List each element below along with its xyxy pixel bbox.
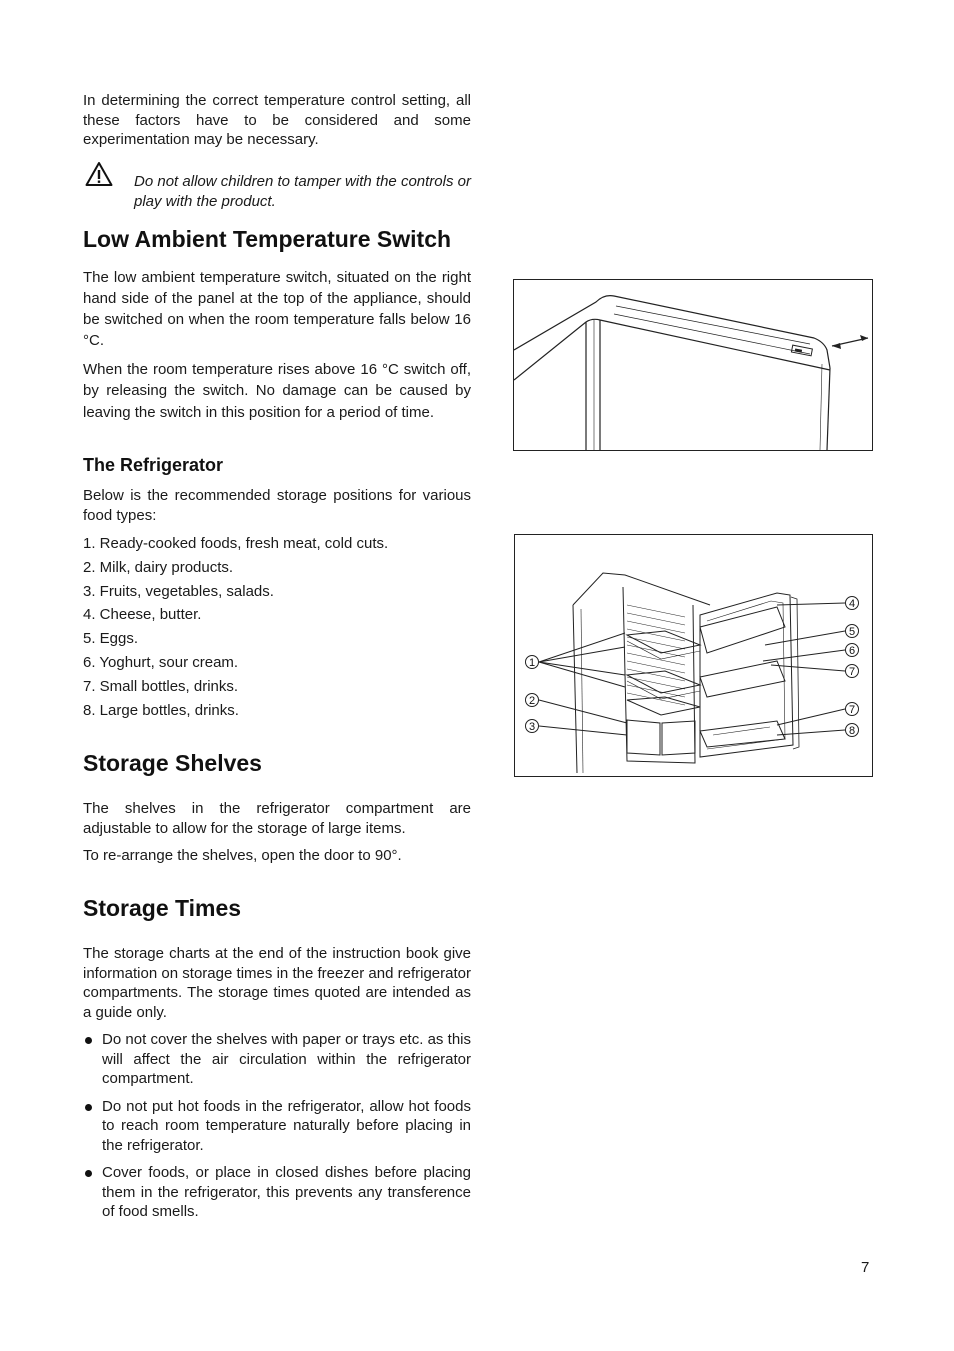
- switch-location-figure: [513, 279, 873, 451]
- list-item: Do not put hot foods in the refrigerator, allow hot foods to reach room temperature naturally before placing in the refrigerator.: [83, 1097, 471, 1156]
- low-ambient-paragraph-2: When the room temperature rises above 16 °C switch off, by releasing the switch. No damage can be caused by leaving the switch in this position for a period of time.: [83, 361, 471, 421]
- heading-refrigerator: The Refrigerator: [83, 455, 224, 475]
- callout-label: 2: [528, 695, 536, 707]
- page-number: 7: [861, 1259, 870, 1276]
- bullet-icon: [85, 1104, 92, 1111]
- callout-label: 8: [848, 725, 856, 737]
- list-item: 3. Fruits, vegetables, salads.: [83, 582, 274, 600]
- callout-label: 3: [528, 721, 536, 733]
- list-item: 1. Ready-cooked foods, fresh meat, cold cuts.: [83, 535, 389, 552]
- bullet-icon: [85, 1037, 92, 1044]
- callout-label: 6: [848, 645, 856, 657]
- appliance-top-illustration: [514, 280, 872, 450]
- storage-positions-figure: [514, 534, 873, 777]
- callout-label: 1: [528, 657, 536, 669]
- storage-times-section: [83, 944, 471, 1022]
- list-item: 8. Large bottles, drinks.: [83, 701, 239, 719]
- list-item: Cover foods, or place in closed dishes before placing them in the refrigerator, this prevents any transference of food smells.: [83, 1163, 471, 1222]
- refrigerator-intro-block: [83, 486, 471, 525]
- heading-storage-shelves: Storage Shelves: [83, 750, 262, 776]
- callout-label: 5: [848, 626, 856, 638]
- warning-note: [83, 157, 471, 226]
- list-item: 6. Yoghurt, sour cream.: [83, 653, 239, 671]
- low-ambient-paragraph-1: The low ambient temperature switch, situated on the right hand side of the panel at the top of the appliance, should be switched on when the room temperature falls below 16 °C.: [83, 269, 471, 349]
- warning-text: Do not allow children to tamper with the controls or play with the product.: [134, 173, 471, 210]
- storage-shelves-section: [83, 799, 471, 866]
- list-item: 5. Eggs.: [83, 630, 139, 648]
- open-refrigerator-illustration: [515, 535, 872, 776]
- callout-label: 7: [848, 704, 856, 716]
- storage-tips-list: [83, 1030, 471, 1230]
- bullet-icon: [85, 1170, 92, 1177]
- storage-shelves-paragraph-2: To re-arrange the shelves, open the door to 90°.: [83, 847, 402, 864]
- callout-label: 4: [848, 598, 856, 610]
- list-item: 4. Cheese, butter.: [83, 606, 202, 624]
- list-item: 2. Milk, dairy products.: [83, 558, 234, 576]
- intro-paragraph: In determining the correct temperature control setting, all these factors have to be considered and some experimentation may be necessary.: [83, 92, 471, 148]
- low-ambient-section: [83, 267, 471, 423]
- storage-shelves-paragraph-1: The shelves in the refrigerator compartment are adjustable to allow for the storage of large items.: [83, 800, 471, 837]
- refrigerator-intro: Below is the recommended storage positions for various food types:: [83, 487, 471, 524]
- list-item: Do not cover the shelves with paper or trays etc. as this will affect the air circulation within the refrigerator compartment.: [83, 1030, 471, 1089]
- intro-section: [83, 91, 471, 150]
- callout-label: 7: [848, 666, 856, 678]
- list-item: 7. Small bottles, drinks.: [83, 677, 239, 695]
- storage-times-paragraph: The storage charts at the end of the instruction book give information on storage times in the freezer and refrigerator compartments. The storage times quoted are intended as a guide only.: [83, 945, 471, 1021]
- heading-low-ambient: Low Ambient Temperature Switch: [83, 226, 452, 252]
- food-position-list: [83, 532, 471, 722]
- warning-triangle-icon: [85, 161, 113, 187]
- heading-storage-times: Storage Times: [83, 895, 242, 921]
